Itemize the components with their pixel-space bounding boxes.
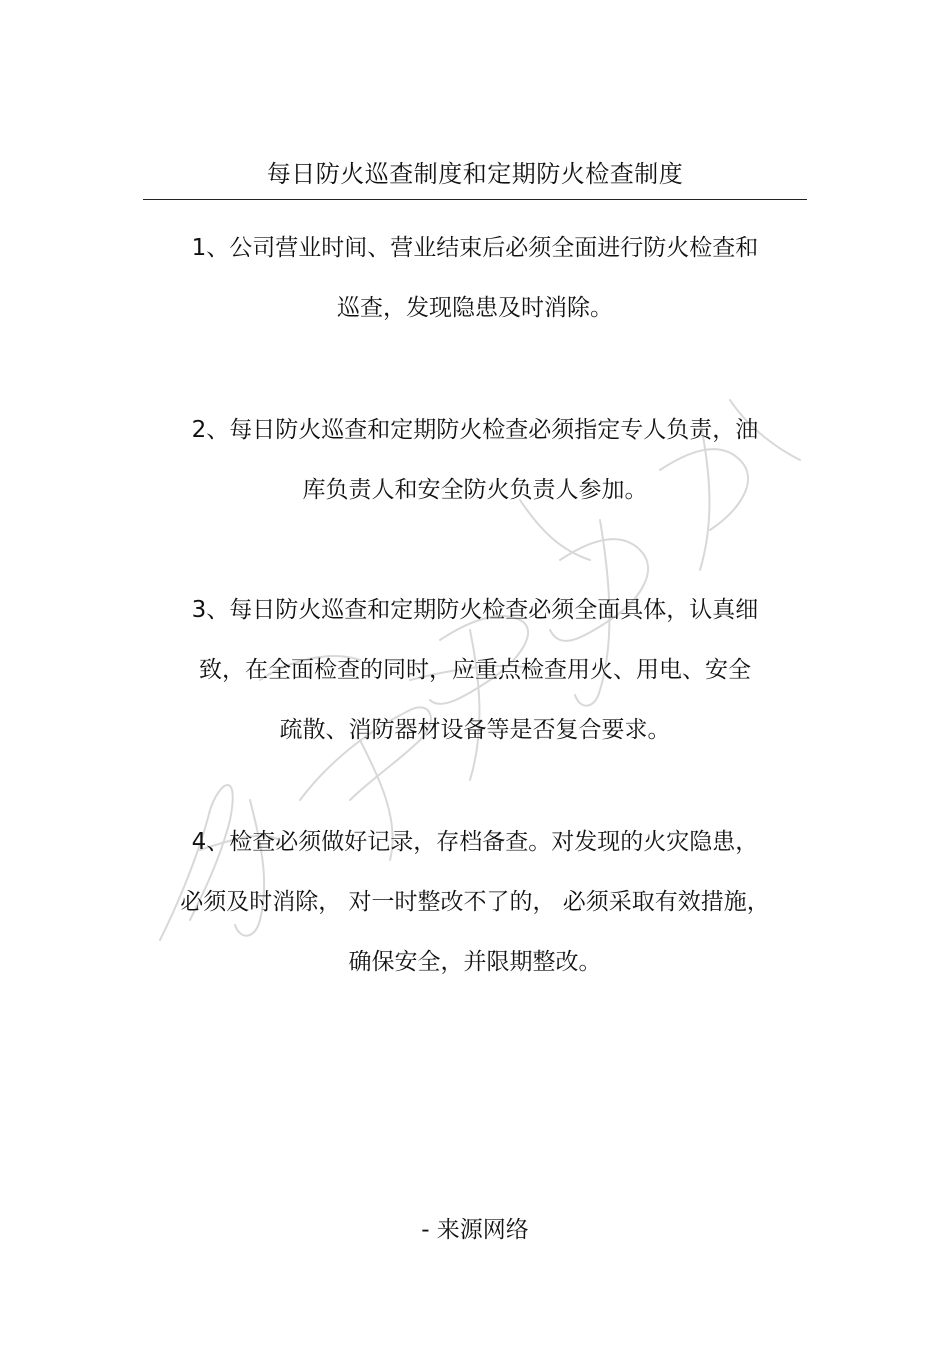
paragraph-4-line-1: 4、检查必须做好记录，存档备查。对发现的火灾隐患， <box>191 829 759 855</box>
paragraph-1 <box>143 218 807 338</box>
paragraph-1-line-1: 1、公司营业时间、营业结束后必须全面进行防火检查和 <box>191 235 759 261</box>
paragraph-4-line-2: 必须及时消除， 对一时整改不了的， 必须采取有效措施， <box>180 889 770 915</box>
source-footer: - 来源网络 <box>421 1217 529 1243</box>
paragraph-3-line-2: 致，在全面检查的同时，应重点检查用火、用电、安全 <box>199 657 751 683</box>
paragraph-3 <box>143 580 807 760</box>
title-underline <box>143 199 807 200</box>
paragraph-1-line-2: 巡查，发现隐患及时消除。 <box>337 295 613 321</box>
paragraph-3-line-1: 3、每日防火巡查和定期防火检查必须全面具体，认真细 <box>191 597 759 623</box>
paragraph-3-line-3: 疏散、消防器材设备等是否复合要求。 <box>279 717 671 743</box>
paragraph-2-line-2: 库负责人和安全防火负责人参加。 <box>302 477 648 503</box>
paragraph-2-line-1: 2、每日防火巡查和定期防火检查必须指定专人负责，油 <box>191 417 759 443</box>
paragraph-4 <box>143 812 807 992</box>
paragraph-4-line-3: 确保安全，并限期整改。 <box>348 949 602 975</box>
document-title: 每日防火巡查制度和定期防火检查制度 <box>266 160 684 188</box>
paragraph-2 <box>143 400 807 520</box>
